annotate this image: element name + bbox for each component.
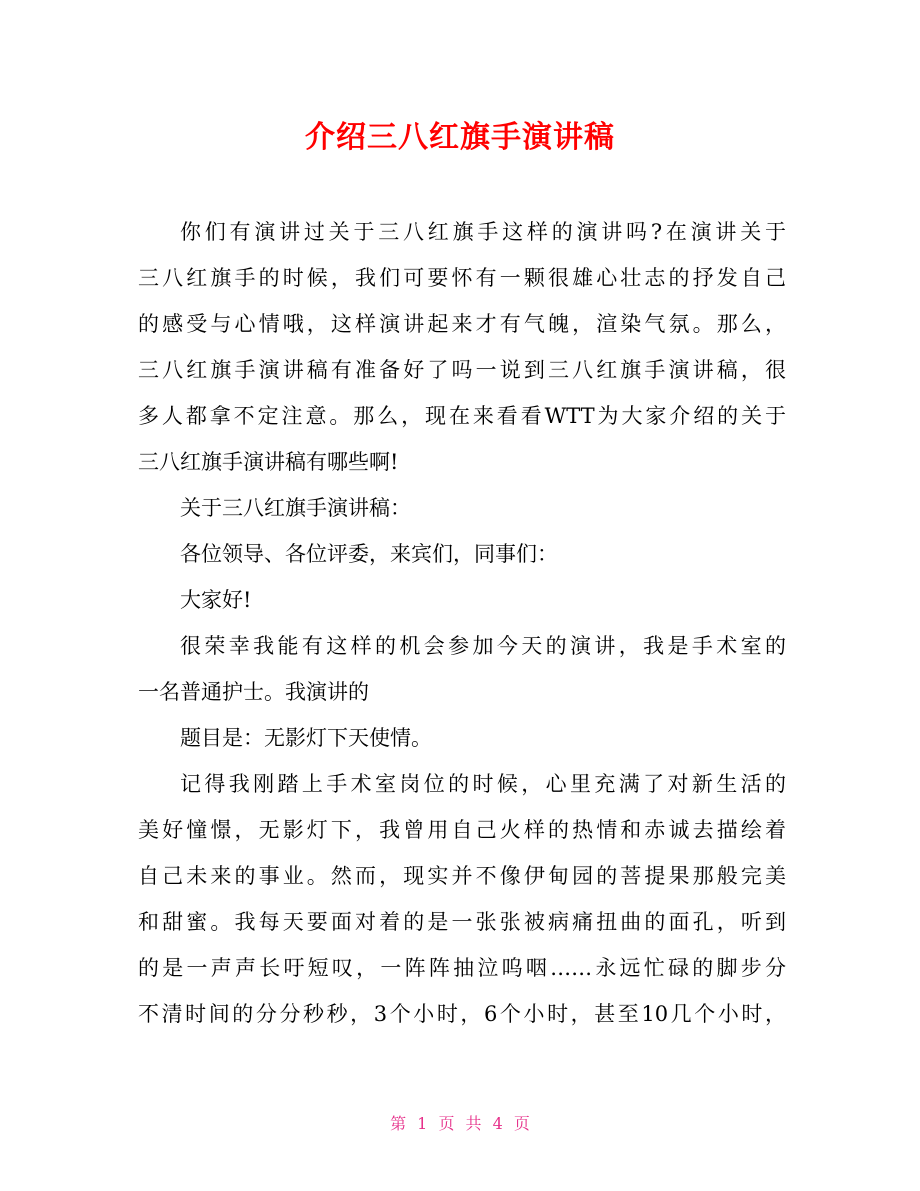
salutation: 各位领导、各位评委，来宾们，同事们： [180,542,558,566]
text-line: 三八红旗手演讲稿有哪些啊! [138,450,399,474]
text-line: 三八红旗手演讲稿有准备好了吗一说到三八红旗手演讲稿，很 [138,358,786,382]
page-number-footer: 第 1 页 共 4 页 [390,1114,530,1133]
text-line: 的是一声声长吁短叹，一阵阵抽泣呜咽……永远忙碌的脚步分 [138,956,786,980]
text-line: 很荣幸我能有这样的机会参加今天的演讲，我是手术室的 [180,634,786,658]
text-line: 美好憧憬，无影灯下，我曾用自己火样的热情和赤诚去描绘着 [138,818,786,842]
greeting: 大家好! [180,588,252,612]
text-line: 和甜蜜。我每天要面对着的是一张张被病痛扭曲的面孔，听到 [138,910,786,934]
document-body [138,209,786,1037]
text-line: 不清时间的分分秒秒，3个小时，6个小时，甚至10几个小时， [138,1002,786,1026]
text-line: 的感受与心情哦，这样演讲起来才有气魄，渲染气氛。那么， [138,312,786,336]
section-heading: 关于三八红旗手演讲稿： [180,496,411,520]
text-line: 多人都拿不定注意。那么，现在来看看WTT为大家介绍的关于 [138,404,786,428]
text-line: 记得我刚踏上手术室岗位的时候，心里充满了对新生活的 [180,772,786,796]
text-line: 三八红旗手的时候，我们可要怀有一颗很雄心壮志的抒发自己 [138,266,786,290]
document-title: 介绍三八红旗手演讲稿 [305,120,615,155]
text-line: 一名普通护士。我演讲的 [138,680,369,704]
text-line: 你们有演讲过关于三八红旗手这样的演讲吗?在演讲关于 [180,220,786,244]
speech-topic: 题目是：无影灯下天使情。 [180,726,432,750]
text-line: 自己未来的事业。然而，现实并不像伊甸园的菩提果那般完美 [138,864,786,888]
